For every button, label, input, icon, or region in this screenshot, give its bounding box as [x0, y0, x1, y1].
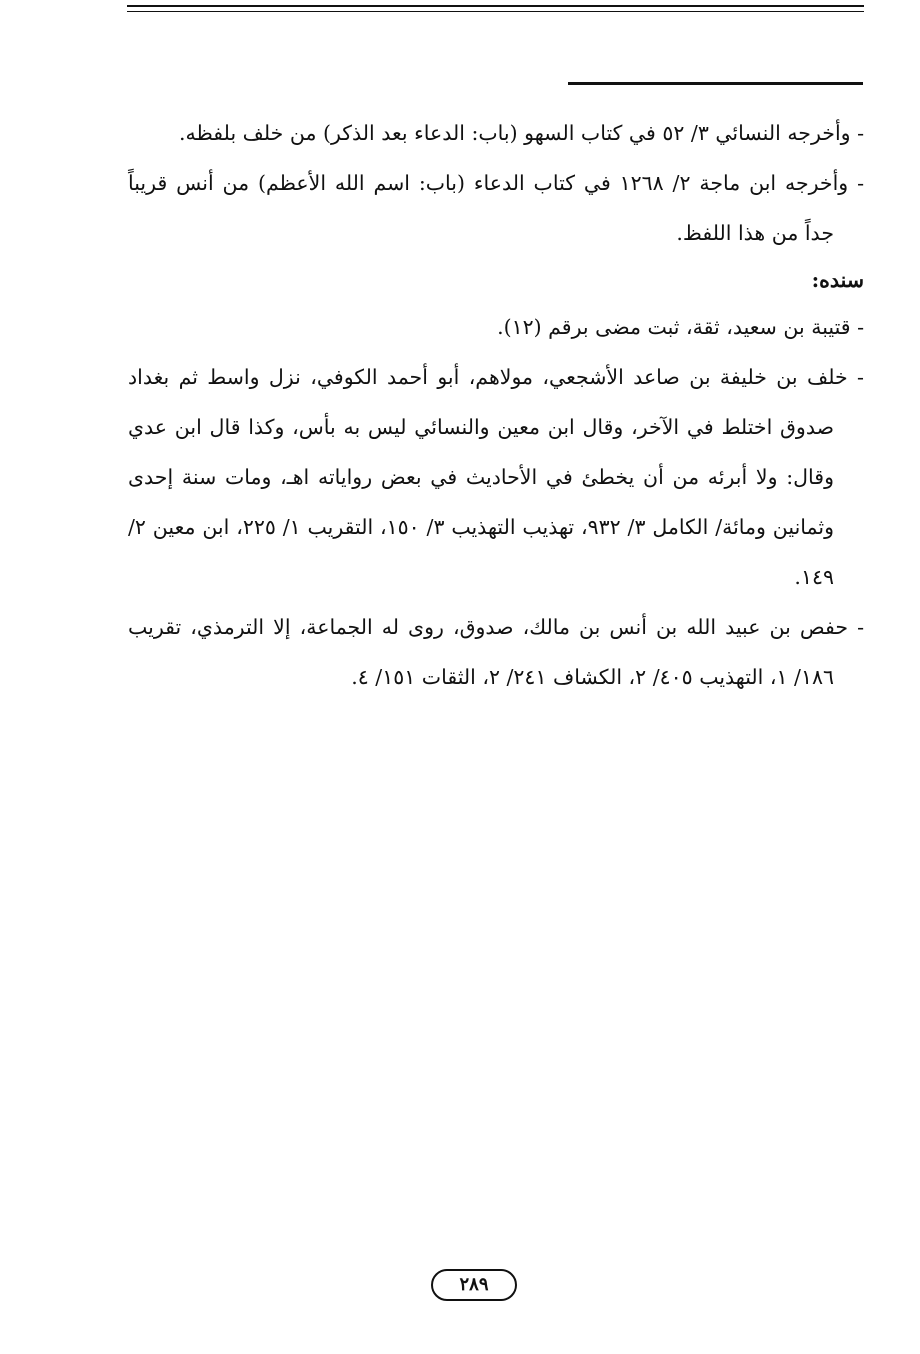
narrator-entry-qutaybah: - قتيبة بن سعيد، ثقة، ثبت مضى برقم (١٢). [497, 315, 864, 339]
footnotes-body [128, 108, 864, 702]
footnote-entry-ibn-majah: - وأخرجه ابن ماجة ٢/ ١٢٦٨ في كتاب الدعاء (باب: اسم الله الأعظم) من أنس قريباً جداً من هذا اللفظ. [128, 171, 864, 245]
narrator-entry-khalaf: - خلف بن خليفة بن صاعد الأشجعي، مولاهم، أبو أحمد الكوفي، نزل واسط ثم بغداد صدوق اختلط في الآخر، وقال ابن معين والنسائي ليس به بأس، وكذا قال ابن عدي وقال: ولا أبرئه من أن يخطئ في الأحاديث في بعض رواياته اهـ، ومات سنة إحدى وثمانين ومائة/ الكامل ٣/ ٩٣٢، تهذيب التهذيب ٣/ ١٥٠، التقريب ١/ ٢٢٥، ابن معين ٢/ ١٤٩. [128, 365, 864, 589]
footnote-entry-nasai: - وأخرجه النسائي ٣/ ٥٢ في كتاب السهو (باب: الدعاء بعد الذكر) من خلف بلفظه. [178, 121, 864, 145]
header-double-rule-top [127, 5, 864, 7]
page-number-badge: ٢٨٩ [431, 1269, 517, 1301]
header-double-rule-bottom [127, 11, 864, 12]
footnote-separator-rule [568, 82, 863, 85]
section-heading-sanad: سنده: [811, 268, 864, 292]
narrator-entry-hafs: - حفص بن عبيد الله بن أنس بن مالك، صدوق، روى له الجماعة، إلا الترمذي، تقريب ١٨٦/ ١، التهذيب ٤٠٥/ ٢، الكشاف ٢٤١/ ٢، الثقات ١٥١/ ٤. [128, 615, 864, 689]
